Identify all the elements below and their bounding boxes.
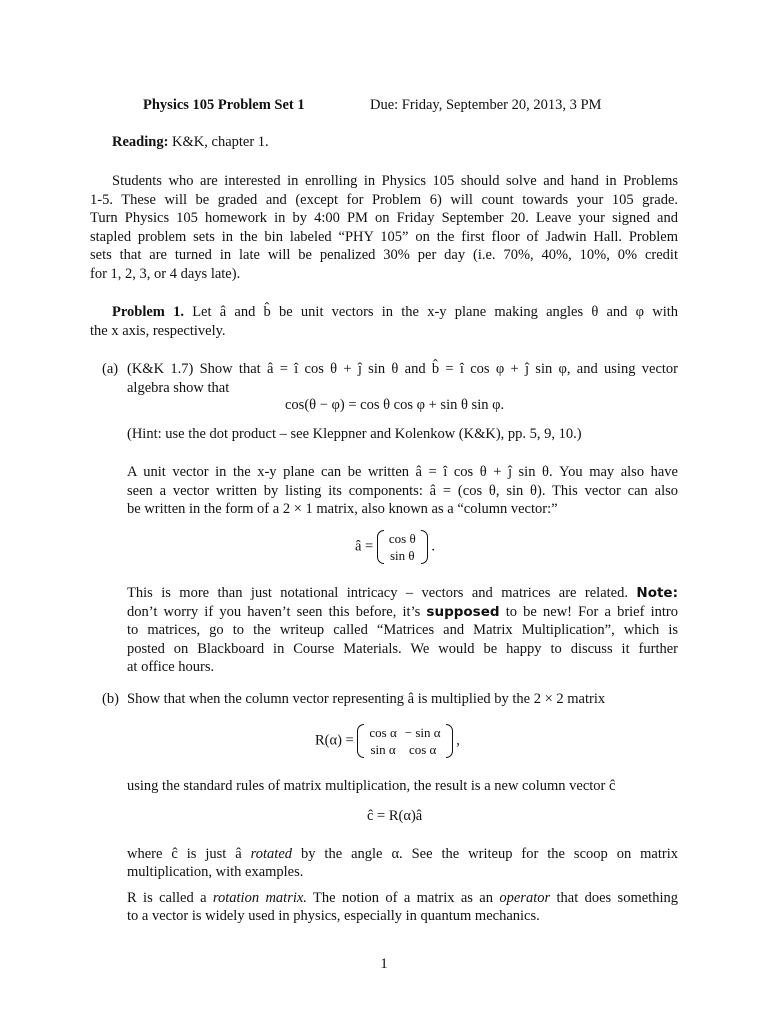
part-b-para2-line-2: to a vector is widely used in physics, especially in quantum mechanics.: [127, 908, 540, 924]
part-a-para2-line-2: don’t worry if you haven’t seen this before, it’s supposed to be new! For a brief intro: [127, 604, 678, 620]
header-due: Due: Friday, September 20, 2013, 3 PM: [370, 97, 602, 113]
intro-line-3: Turn Physics 105 homework in by 4:00 PM on Friday September 20. Leave your signed and: [90, 210, 678, 226]
column-vector-equation: â = cos θ sin θ .: [355, 531, 435, 563]
part-b-label: (b): [102, 691, 119, 707]
part-a-para1-line-3: be written in the form of a 2 × 1 matrix, also known as a “column vector:”: [127, 501, 558, 517]
part-b-para1-line-2: multiplication, with examples.: [127, 864, 304, 880]
intro-line-6: for 1, 2, 3, or 4 days late).: [90, 266, 241, 282]
rotation-matrix: [357, 724, 452, 758]
part-a-line-1: (K&K 1.7) Show that â = î cos θ + ĵ sin θ and b̂ = î cos φ + ĵ sin φ, and using vector: [127, 361, 678, 377]
part-a-hint: (Hint: use the dot product – see Kleppner and Kolenkow (K&K), pp. 5, 9, 10.): [127, 426, 582, 442]
part-b-para2-line-1: R is called a rotation matrix. The notion of a matrix as an operator that does something: [127, 890, 678, 906]
matrix-cell-21: sin α: [370, 742, 396, 757]
matrix-cell-22: cos α: [408, 742, 437, 757]
header-title: Physics 105 Problem Set 1: [143, 97, 305, 113]
intro-line-2: 1-5. These will be graded and (except for Problem 6) will count towards your 105 grade.: [90, 192, 678, 208]
part-a-para1-line-1: A unit vector in the x-y plane can be written â = î cos θ + ĵ sin θ. You may also have: [127, 464, 678, 480]
intro-line-5: sets that are turned in late will be penalized 30% per day (i.e. 70%, 40%, 10%, 0% credit: [90, 247, 678, 263]
problem1-line-1: Problem 1. Let â and b̂ be unit vectors in the x-y plane making angles θ and φ with: [112, 304, 679, 320]
problem1-line-2: the x axis, respectively.: [90, 323, 226, 339]
part-a-para2-line-3: to matrices, go to the writeup called “Matrices and Matrix Multiplication”, which is: [127, 622, 678, 638]
reading-line: Reading: K&K, chapter 1.: [112, 134, 269, 150]
matrix-cell-11: cos α: [369, 725, 397, 740]
part-a-para2-line-1: This is more than just notational intricacy – vectors and matrices are related. Note:: [127, 585, 678, 601]
intro-line-4: stapled problem sets in the bin labeled “PHY 105” on the first floor of Jadwin Hall. Problem: [90, 229, 678, 245]
matrix-cell-12: − sin α: [404, 725, 441, 740]
part-a-equation: cos(θ − φ) = cos θ cos φ + sin θ sin φ.: [285, 397, 505, 413]
part-b-equation: ĉ = R(α)â: [367, 808, 423, 824]
part-b-line-2: using the standard rules of matrix multiplication, the result is a new column vector ĉ: [127, 778, 616, 794]
part-b-para1-line-1: where ĉ is just â rotated by the angle α. See the writeup for the scoop on matrix: [127, 846, 678, 862]
intro-line-1: Students who are interested in enrolling in Physics 105 should solve and hand in Problems: [112, 173, 678, 189]
colvec-top: cos θ: [388, 531, 416, 546]
part-a-para2-line-5: at office hours.: [127, 659, 215, 675]
part-b-line-1: Show that when the column vector representing â is multiplied by the 2 × 2 matrix: [127, 691, 606, 707]
page-number: 1: [380, 956, 388, 972]
part-a-para2-line-4: posted on Blackboard in Course Materials. We would be happy to discuss it further: [127, 641, 678, 657]
rotation-matrix-equation: R(α) = cos α − sin α sin α cos α ,: [315, 725, 460, 757]
part-a-label: (a): [102, 361, 119, 377]
part-a-para1-line-2: seen a vector written by listing its components: â = (cos θ, sin θ). This vector can also: [127, 483, 678, 499]
colvec-bottom: sin θ: [389, 548, 415, 563]
part-a-line-2: algebra show that: [127, 380, 230, 396]
column-vector: [377, 530, 428, 564]
